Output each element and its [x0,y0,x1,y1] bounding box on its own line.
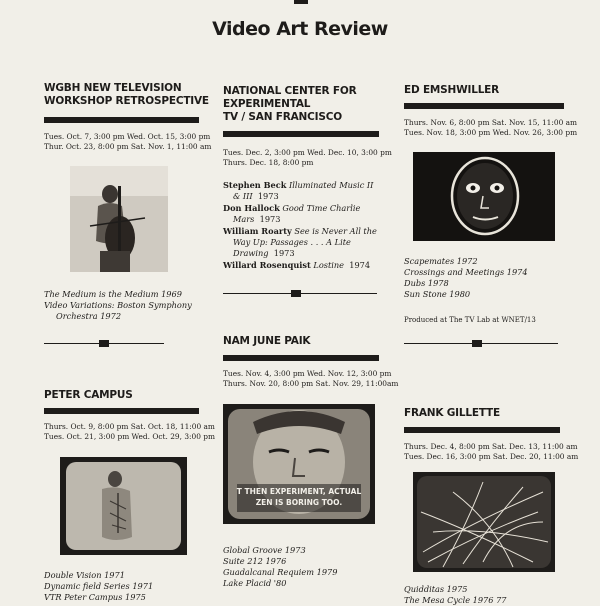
work-year: 1973 [273,248,295,258]
schedule-line: Tues. Oct. 7, 3:00 pm Wed. Oct. 15, 3:00 pm [44,132,211,141]
schedule-line: Tues. Nov. 18, 3:00 pm Wed. Nov. 26, 3:00 pm [404,128,578,137]
work-entry [223,260,383,271]
campus-schedule [44,422,215,442]
national-heading-line: TV / SAN FRANCISCO [223,111,342,123]
campus-heading: PETER CAMPUS [44,389,133,401]
glowing-face-graphic [413,152,555,241]
cellist-image-graphic [70,166,168,272]
campus-photo [60,457,187,555]
work-title: The Medium is the Medium 1969 [44,289,182,299]
divider-mark [291,290,301,297]
schedule-line: Thurs. Nov. 6, 8:00 pm Sat. Nov. 15, 11:00 am [404,118,578,127]
work-title: The Mesa Cycle 1976 77 [404,595,507,605]
grass-photo [413,472,555,572]
work-title: Double Vision 1971 [44,570,125,580]
ed-works [404,256,528,300]
gillette-schedule [404,442,578,462]
work-title: See is Never All the [294,226,377,236]
grass-image-graphic [413,472,555,572]
work-entry [223,226,383,259]
work-title: Sun Stone 1980 [404,289,471,299]
schedule-line: Thur. Oct. 23, 8:00 pm Sat. Nov. 1, 11:00 am [44,142,212,151]
schedule-line: Thurs. Dec. 18, 8:00 pm [223,158,314,167]
subtitle-line: T THEN EXPERIMENT, ACTUAL [236,487,362,496]
work-title: Global Groove 1973 [223,545,306,555]
work-year: 1974 [349,260,371,270]
national-heading-line: NATIONAL CENTER FOR [223,85,357,97]
subtitle-line: ZEN IS BORING TOO. [255,498,343,507]
ed-heading: ED EMSHWILLER [404,84,500,96]
wgbh-heading-line: WORKSHOP RETROSPECTIVE [44,95,209,107]
wgbh-heading-line: WGBH NEW TELEVISION [44,82,182,94]
wgbh-heading [44,82,209,108]
paik-bar [223,355,379,361]
paik-subtitle [223,486,375,508]
work-entry [223,203,383,225]
artist-name: Stephen Beck [223,180,287,190]
work-title: Suite 212 1976 [223,556,287,566]
work-title: Orchestra 1972 [56,311,122,321]
campus-works [44,570,153,603]
schedule-line: Thurs. Oct. 9, 8:00 pm Sat. Oct. 18, 11:00 am [44,422,215,431]
schedule-line: Thurs. Nov. 20, 8:00 pm Sat. Nov. 29, 11:00am [223,379,399,388]
work-title-cont: Mars [233,214,255,224]
divider-mark [472,340,482,347]
gillette-heading: FRANK GILLETTE [404,407,500,419]
cellist-photo [70,166,168,272]
artist-name: William Roarty [223,226,292,236]
paik-works [223,545,337,589]
work-title: Good Time Charlie [282,203,361,213]
national-works [223,180,383,272]
work-title: Dynamic field Series 1971 [44,581,154,591]
paik-photo [223,404,375,524]
ed-schedule [404,118,577,138]
page-title: Video Art Review [212,18,388,40]
national-schedule [223,148,392,168]
glowing-face-photo [413,152,555,241]
campus-image-graphic [60,457,187,555]
work-title: Video Variations: Boston Symphony [44,300,192,310]
work-title: Lake Placid '80 [223,578,287,588]
ed-bar [404,103,564,109]
gillette-works [404,584,507,606]
work-title: Guadalcanal Requiem 1979 [223,567,338,577]
schedule-line: Tues. Dec. 2, 3:00 pm Wed. Dec. 10, 3:00 pm [223,148,392,157]
wgbh-bar [44,117,199,123]
schedule-line: Tues. Dec. 16, 3:00 pm Sat. Dec. 20, 11:00 am [404,452,579,461]
work-title: VTR Peter Campus 1975 [44,592,146,602]
campus-bar [44,408,199,414]
work-title: Dubs 1978 [404,278,449,288]
paik-heading: NAM JUNE PAIK [223,335,311,347]
work-title-cont: Way Up: Passages . . . A Lite [233,237,351,247]
wgbh-works [44,289,192,322]
schedule-line: Tues. Oct. 21, 3:00 pm Wed. Oct. 29, 3:00 pm [44,432,216,441]
work-entry [223,180,383,202]
production-note: Produced at The TV Lab at WNET/13 [404,316,536,324]
schedule-line: Thurs. Dec. 4, 8:00 pm Sat. Dec. 13, 11:00 am [404,442,578,451]
work-title-cont: & III [233,191,253,201]
national-bar [223,131,379,137]
national-heading-line: EXPERIMENTAL [223,98,311,110]
work-title: Crossings and Meetings 1974 [404,267,528,277]
gillette-bar [404,427,560,433]
divider-mark [99,340,109,347]
work-title-cont: Drawing [233,248,269,258]
national-heading [223,85,356,124]
artist-name: Willard Rosenquist [223,260,311,270]
artist-name: Don Hallock [223,203,280,213]
paik-schedule [223,369,398,389]
work-year: 1973 [257,191,279,201]
top-mark [294,0,308,4]
wgbh-schedule [44,132,211,152]
work-title: Quidditas 1975 [404,584,468,594]
work-title: Scapemates 1972 [404,256,478,266]
work-year: 1973 [259,214,281,224]
schedule-line: Tues. Nov. 4, 3:00 pm Wed. Nov. 12, 3:00 pm [223,369,392,378]
work-title: Lostine [313,260,345,270]
work-title: Illuminated Music II [289,180,374,190]
